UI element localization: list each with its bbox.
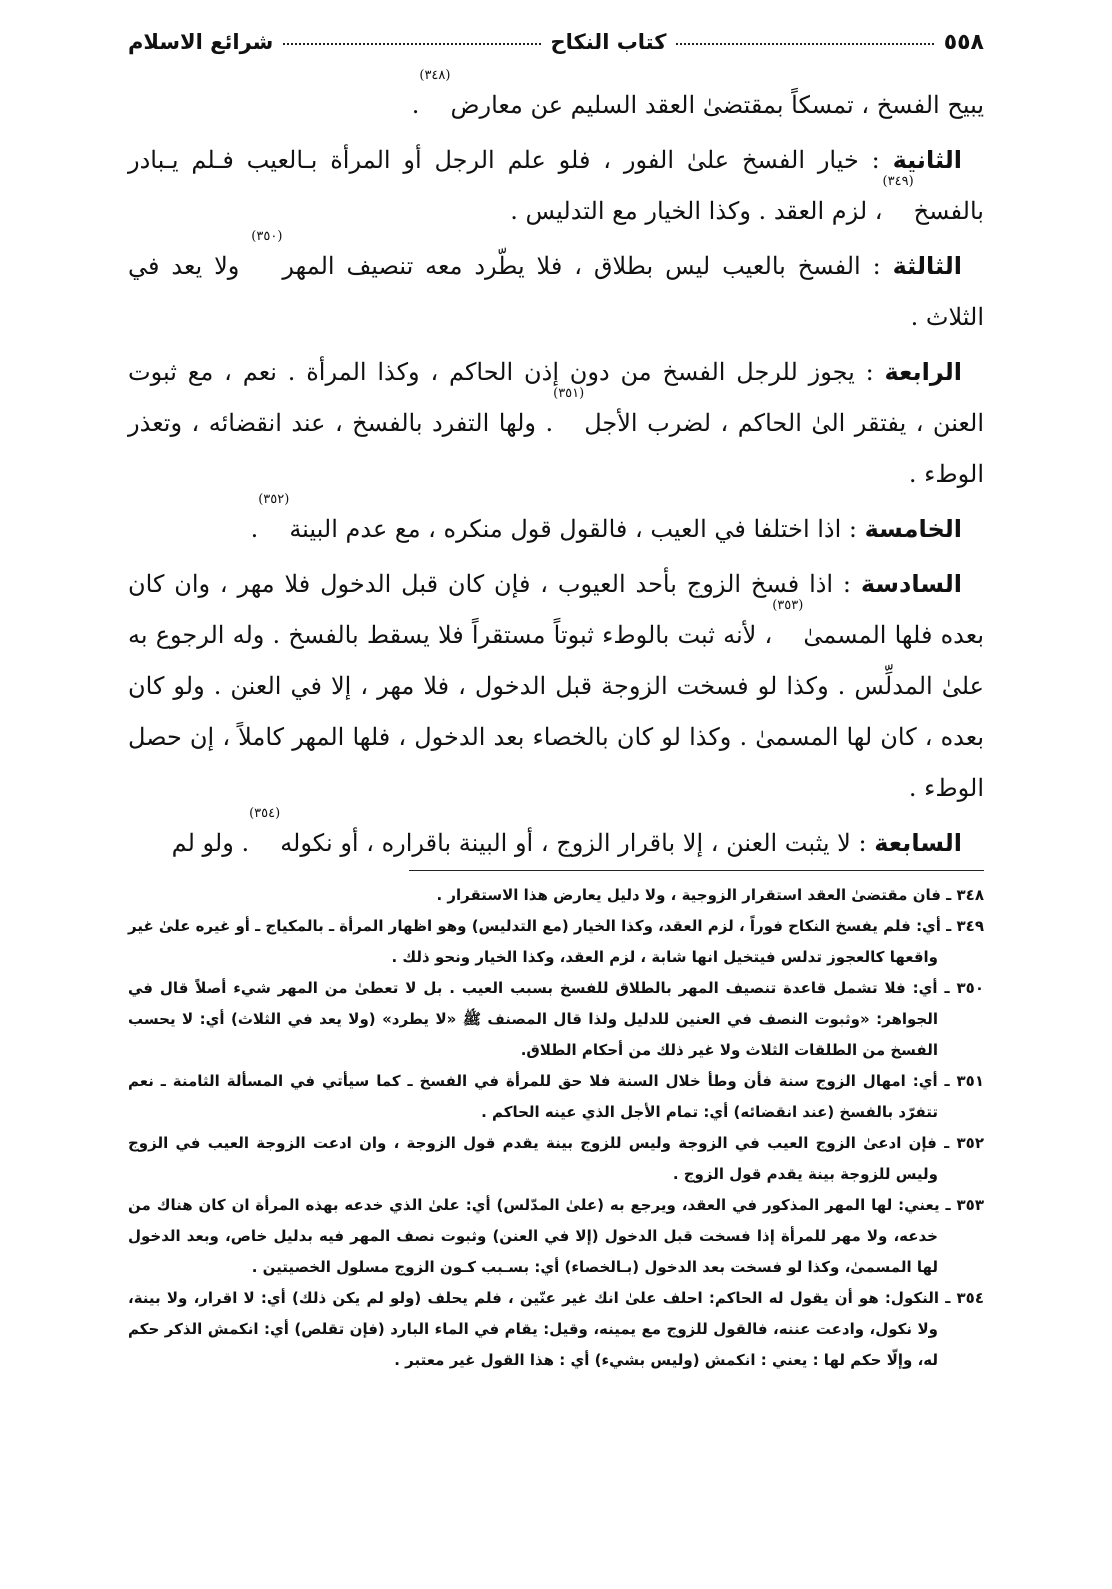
paragraph (128, 347, 984, 500)
paragraph-text: : يجوز للرجل الفسخ من دون إذن الحاكم ، وكذا المرأة . نعم ، مع ثبوت العنن ، يفتقر الىٰ الحاكم ، لضرب الأجل (128, 358, 984, 437)
paragraph-text: : خيار الفسخ علىٰ الفور ، فلو علم الرجل أو المرأة بـالعيب فـلم يـبادر بالفسخ (128, 146, 984, 225)
footnotes (128, 880, 984, 1376)
paragraph-text: ، لزم العقد . وكذا الخيار مع التدليس . (510, 197, 883, 225)
footnote: ٣٥٠ ـ أي: فلا تشمل قاعدة تنصيف المهر بالطلاق للفسخ بسبب العيب . بل لا تعطىٰ من المهر شيء أصلاً قال في الجواهر: «وثبوت النصف في العنين للدليل ولذا قال المصنف ﷺ «لا يطرد» (ولا يعد في الثلاث) أي: لا يحسب الفسخ من الطلقات الثلاث ولا غير ذلك من أحكام الطلاق. (128, 979, 984, 1059)
paragraph-text: ، لأنه ثبت بالوطء ثبوتاً مستقراً فلا يسقط بالفسخ . وله الرجوع به علىٰ المدلِّس . وكذا لو فسخت الزوجة قبل الدخول ، فلا مهر ، إلا في العنن . ولو كان بعده ، كان لها المسمىٰ . وكذا لو كان بالخصاء بعد الدخول ، فلها المهر كاملاً ، إن حصل الوطء . (128, 621, 984, 802)
footnote: ٣٥٤ ـ النكول: هو أن يقول له الحاكم: احلف علىٰ انك غير عنّين ، فلم يحلف (ولو لم يكن ذلك) أي: لا اقرار، ولا بينة، ولا نكول، وادعت عننه، فالقول للزوج مع يمينه، وقيل: يقام في الماء البارد (فإن تقلص) أي: انكمش الذكر حكم له، وإلّا حكم لها : يعني : انكمش (وليس بشيء) أي : هذا القول غير معتبر . (128, 1289, 984, 1369)
footnote: ٣٥٣ ـ يعني: لها المهر المذكور في العقد، ويرجع به (علىٰ المدّلس) أي: علىٰ الذي خدعه بهذه المرأة ان كان هناك من خدعه، ولا مهر للمرأة إذا فسخت قبل الدخول (إلا في العنن) وثبوت نصف المهر فيه بدليل خاص، وبعد الدخول لها المسمىٰ، وكذا لو فسخت بعد الدخول (بـالخصاء) أي: بسـبب كـون الزوج مسلول الخصيتين . (128, 1196, 984, 1276)
chapter-title: كتاب النكاح (550, 30, 667, 54)
footnote-number: ٣٥٠ (956, 979, 984, 997)
issue-label: الرابعة (884, 358, 962, 386)
footnote-ref: (٣٥٠) (251, 229, 283, 244)
footnote: ٣٤٨ ـ فان مقتضىٰ العقد استقرار الزوجية ، ولا دليل يعارض هذا الاستقرار . (436, 886, 984, 904)
paragraph-text: : الفسخ بالعيب ليس بطلاق ، فلا يطّرد معه تنصيف المهر (282, 252, 893, 280)
paragraph (128, 559, 984, 814)
footnote-text: فإن ادعىٰ الزوج العيب في الزوجة وليس للزوج بينة يقدم قول الزوجة ، وان ادعت الزوجة العيب في الزوج وليس للزوجة بينة يقدم قول الزوج . (128, 1134, 938, 1183)
book-title: شرائع الاسلام (128, 30, 274, 54)
paragraph (128, 229, 984, 343)
footnote-text: يعني: لها المهر المذكور في العقد، ويرجع به (علىٰ المدّلس) أي: علىٰ الذي خدعه بهذه المرأة ان كان هناك من خدعه، ولا مهر للمرأة إذا فسخت قبل الدخول (إلا في العنن) وثبوت نصف المهر فيه بدليل خاص، وبعد الدخول لها المسمىٰ، وكذا لو فسخت بعد الدخول (بـالخصاء) أي: بسـبب كـون الزوج مسلول الخصيتين . (128, 1196, 940, 1276)
paragraph-text: : اذا اختلفا في العيب ، فالقول قول منكره ، مع عدم البينة (289, 515, 865, 543)
footnote-number: ٣٥٢ (956, 1134, 984, 1152)
page-number: ٥٥٨ (943, 30, 984, 55)
footnote-number: ٣٥١ (956, 1072, 984, 1090)
footnote: ٣٤٩ ـ أي: فلم يفسخ النكاح فوراً ، لزم العقد، وكذا الخيار (مع التدليس) وهو اظهار المرأة ـ بالمكياج ـ أو غيره علىٰ غير واقعها كالعجوز تدلس فيتخيل انها شابة ، لزم العقد، وكذا الخيار ونحو ذلك . (127, 917, 984, 966)
paragraph-text: . (250, 515, 259, 543)
issue-label: الخامسة (864, 515, 962, 543)
running-header (128, 30, 984, 70)
paragraph (128, 806, 984, 869)
footnote-text: النكول: هو أن يقول له الحاكم: احلف علىٰ انك غير عنّين ، فلم يحلف (ولو لم يكن ذلك) أي: لا اقرار، ولا بينة، ولا نكول، وادعت عننه، فالقول للزوج مع يمينه، وقيل: يقام في الماء البارد (فإن تقلص) أي: انكمش الذكر حكم له، وإلّا حكم لها : يعني : انكمش (وليس بشيء) أي : هذا القول غير معتبر . (128, 1289, 939, 1369)
footnote-text: أي: فلم يفسخ النكاح فوراً ، لزم العقد، وكذا الخيار (مع التدليس) وهو اظهار المرأة ـ بالمكياج ـ أو غيره علىٰ غير واقعها كالعجوز تدلس فيتخيل انها شابة ، لزم العقد، وكذا الخيار ونحو ذلك . (127, 917, 941, 966)
issue-label: السادسة (860, 570, 962, 598)
issue-label: الثالثة (892, 252, 963, 280)
paragraph-text: . (411, 91, 420, 119)
footnote-ref: (٣٥٣) (772, 598, 804, 613)
footnote-ref: (٣٥١) (553, 386, 585, 401)
paragraph-text: : اذا فسخ الزوج بأحد العيوب ، فإن كان قبل الدخول فلا مهر ، وان كان بعده فلها المسمىٰ (128, 570, 984, 649)
footnote-separator (409, 870, 984, 871)
paragraph-text: ولا يعد في الثلاث . (128, 252, 984, 331)
main-text (128, 68, 984, 869)
footnote-text: أي: امهال الزوج سنة فأن وطأ خلال السنة فلا حق للمرأة في الفسخ ـ كما سيأتي في المسألة الثامنة ـ نعم تتفرّد بالفسخ (عند انقضائه) أي: تمام الأجل الذي عينه الحاكم . (128, 1072, 938, 1121)
issue-label: الثانية (892, 146, 962, 174)
footnote-text: فان مقتضىٰ العقد استقرار الزوجية ، ولا دليل يعارض هذا الاستقرار . (436, 886, 941, 904)
footnote: ٣٥١ ـ أي: امهال الزوج سنة فأن وطأ خلال السنة فلا حق للمرأة في الفسخ ـ كما سيأتي في المسألة الثامنة ـ نعم تتفرّد بالفسخ (عند انقضائه) أي: تمام الأجل الذي عينه الحاكم . (128, 1072, 984, 1121)
header-dotted-leader (676, 43, 933, 45)
paragraph (128, 135, 984, 237)
footnote-number: ٣٤٨ (956, 886, 984, 904)
paragraph-text: : لا يثبت العنن ، إلا باقرار الزوج ، أو البينة باقراره ، أو نكوله (280, 829, 875, 857)
footnote-ref: (٣٥٤) (249, 806, 281, 821)
footnote: ٣٥٢ ـ فإن ادعىٰ الزوج العيب في الزوجة وليس للزوج بينة يقدم قول الزوجة ، وان ادعت الزوجة العيب في الزوج وليس للزوجة بينة يقدم قول الزوج . (128, 1134, 984, 1183)
paragraph (128, 68, 984, 131)
issue-label: السابعة (874, 829, 962, 857)
header-dotted-leader (283, 43, 540, 45)
paragraph-text: يبيح الفسخ ، تمسكاً بمقتضىٰ العقد السليم عن معارض (450, 91, 984, 119)
footnote-ref: (٣٤٩) (882, 174, 914, 189)
footnote-number: ٣٥٤ (956, 1289, 984, 1307)
paragraph-text: . ولها التفرد بالفسخ ، عند انقضائه ، وتعذر الوطء . (128, 409, 984, 488)
paragraph-text: . ولو لم (171, 829, 250, 857)
paragraph (128, 492, 984, 555)
footnote-number: ٣٤٩ (956, 917, 984, 935)
footnote-ref: (٣٥٢) (258, 492, 290, 507)
footnote-text: أي: فلا تشمل قاعدة تنصيف المهر بالطلاق للفسخ بسبب العيب . بل لا تعطىٰ من المهر شيء أصلاً قال في الجواهر: «وثبوت النصف في العنين للدليل ولذا قال المصنف ﷺ «لا يطرد» (ولا يعد في الثلاث) أي: لا يحسب الفسخ من الطلقات الثلاث ولا غير ذلك من أحكام الطلاق. (128, 979, 938, 1059)
footnote-number: ٣٥٣ (956, 1196, 984, 1214)
footnote-ref: (٣٤٨) (419, 68, 451, 83)
